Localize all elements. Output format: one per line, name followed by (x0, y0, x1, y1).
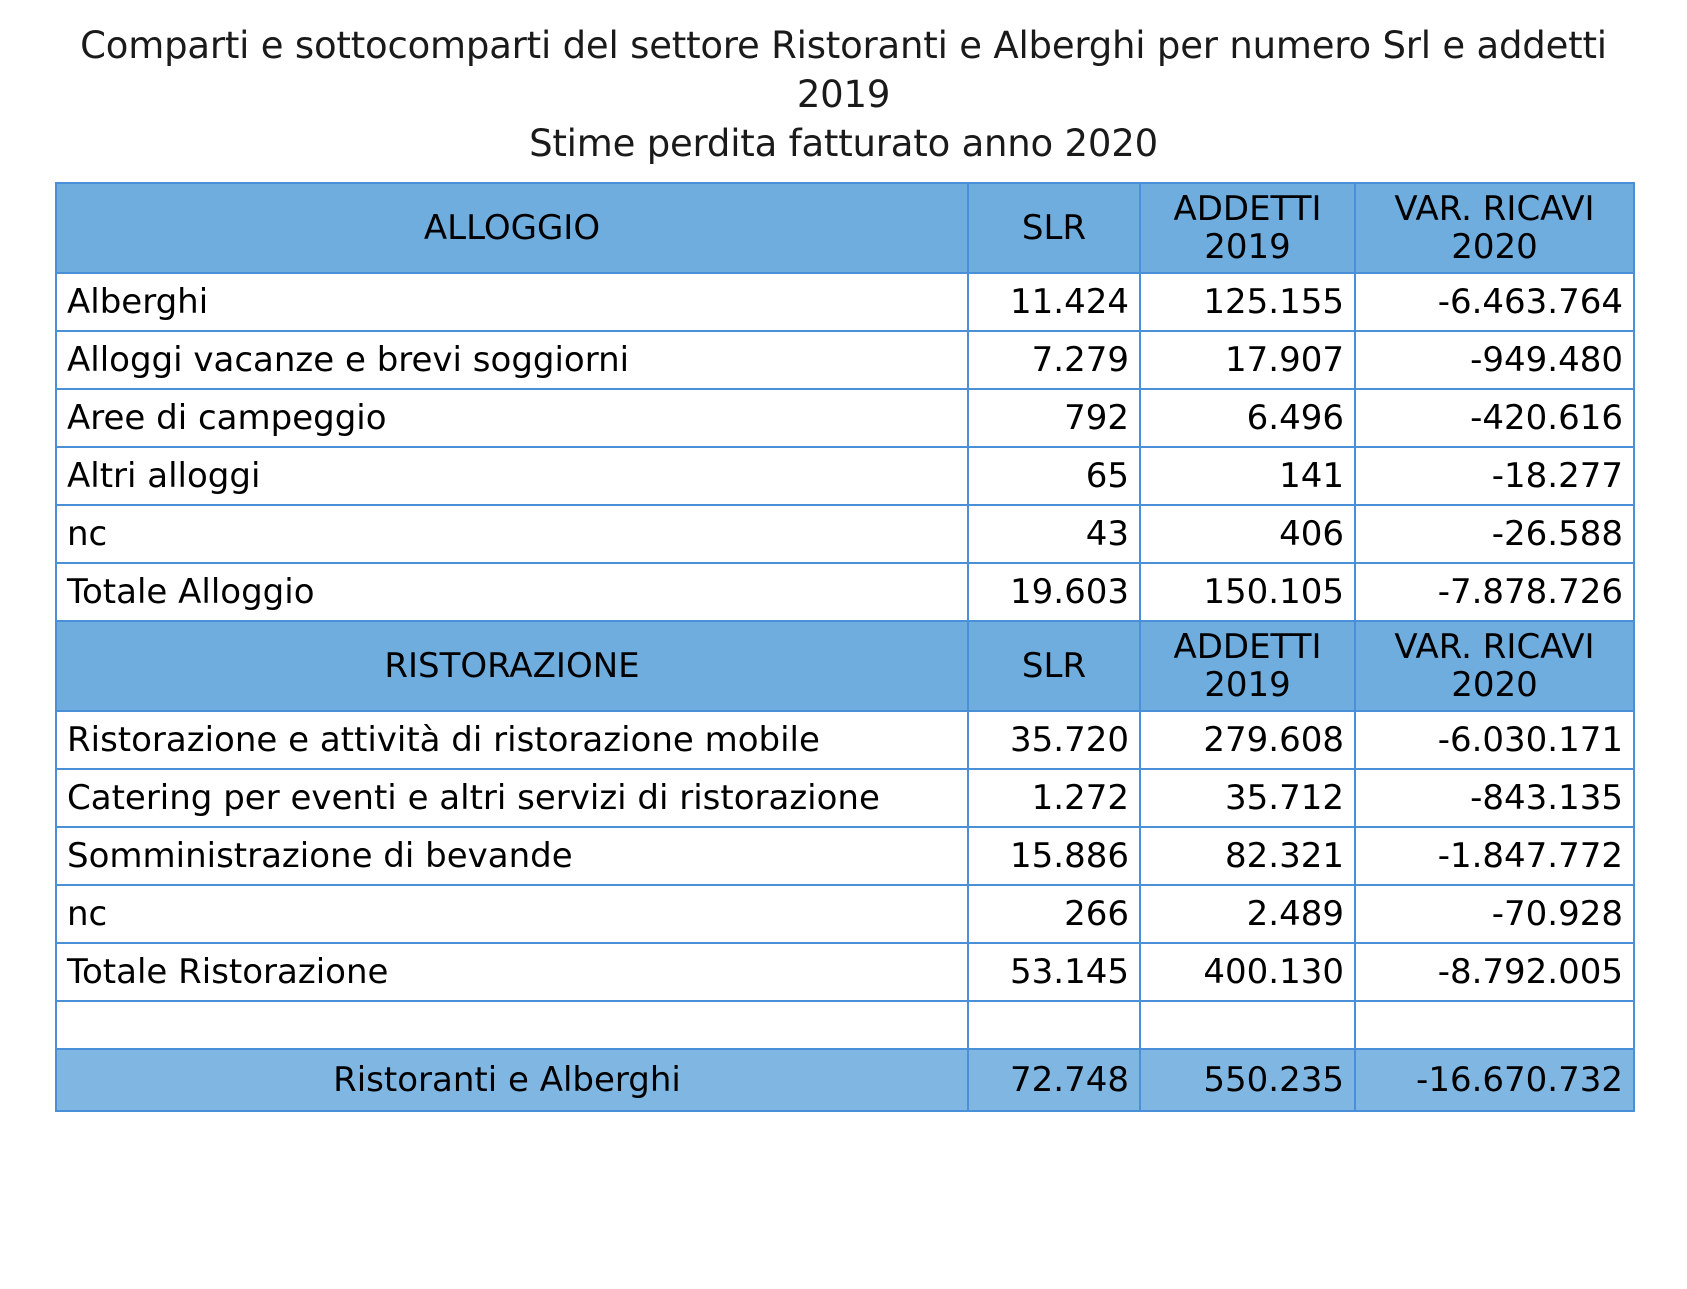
row-label: Somministrazione di bevande (56, 827, 968, 885)
row-addetti: 17.907 (1140, 331, 1355, 389)
row-slr: 43 (968, 505, 1140, 563)
header-cell-addetti-2 (1140, 621, 1355, 711)
table-header-alloggio (56, 183, 1634, 273)
title-line-2: Stime perdita fatturato anno 2020 (529, 121, 1158, 165)
row-var: -420.616 (1355, 389, 1634, 447)
header-addetti-line1: ADDETTI (1173, 627, 1322, 668)
grand-total-addetti: 550.235 (1140, 1049, 1355, 1111)
header-addetti-line1: ADDETTI (1173, 189, 1322, 229)
row-addetti: 125.155 (1140, 273, 1355, 331)
row-addetti: 406 (1140, 505, 1355, 563)
table-row (56, 711, 1634, 769)
row-var: -949.480 (1355, 331, 1634, 389)
row-addetti: 2.489 (1140, 885, 1355, 943)
row-label: Totale Alloggio (56, 563, 968, 621)
row-var: -26.588 (1355, 505, 1634, 563)
row-label: Ristorazione e attività di ristorazione mobile (56, 711, 968, 769)
header-addetti-line2: 2019 (1204, 227, 1291, 268)
title-line-1: Comparti e sottocomparti del settore Ristoranti e Alberghi per numero Srl e addetti 2019 (80, 24, 1607, 116)
header-var-line2: 2020 (1451, 665, 1538, 706)
row-addetti: 6.496 (1140, 389, 1355, 447)
data-table-container (55, 182, 1633, 1112)
row-slr: 53.145 (968, 943, 1140, 1001)
row-var: -8.792.005 (1355, 943, 1634, 1001)
row-label: Aree di campeggio (56, 389, 968, 447)
row-var: -1.847.772 (1355, 827, 1634, 885)
sector-table (55, 182, 1635, 1112)
row-addetti: 400.130 (1140, 943, 1355, 1001)
table-row-total-ristorazione (56, 943, 1634, 1001)
row-label: Alberghi (56, 273, 968, 331)
row-slr: 65 (968, 447, 1140, 505)
row-label: Totale Ristorazione (56, 943, 968, 1001)
row-label: nc (56, 505, 968, 563)
row-slr: 15.886 (968, 827, 1140, 885)
row-slr: 35.720 (968, 711, 1140, 769)
row-label: Altri alloggi (56, 447, 968, 505)
table-row (56, 389, 1634, 447)
table-row (56, 505, 1634, 563)
table-row-total-alloggio (56, 563, 1634, 621)
row-var: -70.928 (1355, 885, 1634, 943)
page-title (0, 0, 1687, 168)
header-var-line2: 2020 (1451, 227, 1538, 268)
spacer-cell (1355, 1001, 1634, 1049)
row-addetti: 141 (1140, 447, 1355, 505)
header-cell-var-2 (1355, 621, 1634, 711)
spacer-cell (1140, 1001, 1355, 1049)
row-var: -6.030.171 (1355, 711, 1634, 769)
header-var-line1: VAR. RICAVI (1394, 627, 1595, 668)
table-row (56, 769, 1634, 827)
row-addetti: 82.321 (1140, 827, 1355, 885)
row-var: -6.463.764 (1355, 273, 1634, 331)
row-label: Catering per eventi e altri servizi di ristorazione (56, 769, 968, 827)
row-label: Alloggi vacanze e brevi soggiorni (56, 331, 968, 389)
row-var: -18.277 (1355, 447, 1634, 505)
header-cell-addetti-1 (1140, 183, 1355, 273)
header-cell-ristorazione: RISTORAZIONE (56, 621, 968, 711)
row-slr: 11.424 (968, 273, 1140, 331)
grand-total-slr: 72.748 (968, 1049, 1140, 1111)
row-label: nc (56, 885, 968, 943)
header-cell-var-1 (1355, 183, 1634, 273)
row-slr: 1.272 (968, 769, 1140, 827)
row-slr: 792 (968, 389, 1140, 447)
header-cell-slr-1: SLR (968, 183, 1140, 273)
spacer-cell (56, 1001, 968, 1049)
header-addetti-line2: 2019 (1204, 665, 1291, 706)
table-row (56, 447, 1634, 505)
row-addetti: 35.712 (1140, 769, 1355, 827)
spacer-cell (968, 1001, 1140, 1049)
table-spacer-row (56, 1001, 1634, 1049)
grand-total-var: -16.670.732 (1355, 1049, 1634, 1111)
row-var: -7.878.726 (1355, 563, 1634, 621)
row-slr: 19.603 (968, 563, 1140, 621)
table-row-grand-total (56, 1049, 1634, 1111)
table-header-ristorazione (56, 621, 1634, 711)
header-var-line1: VAR. RICAVI (1394, 189, 1595, 229)
table-row (56, 331, 1634, 389)
grand-total-label: Ristoranti e Alberghi (56, 1049, 968, 1111)
table-row (56, 273, 1634, 331)
table-row (56, 827, 1634, 885)
header-cell-slr-2: SLR (968, 621, 1140, 711)
row-slr: 266 (968, 885, 1140, 943)
row-slr: 7.279 (968, 331, 1140, 389)
row-addetti: 150.105 (1140, 563, 1355, 621)
row-var: -843.135 (1355, 769, 1634, 827)
header-cell-alloggio: ALLOGGIO (56, 183, 968, 273)
row-addetti: 279.608 (1140, 711, 1355, 769)
table-row (56, 885, 1634, 943)
